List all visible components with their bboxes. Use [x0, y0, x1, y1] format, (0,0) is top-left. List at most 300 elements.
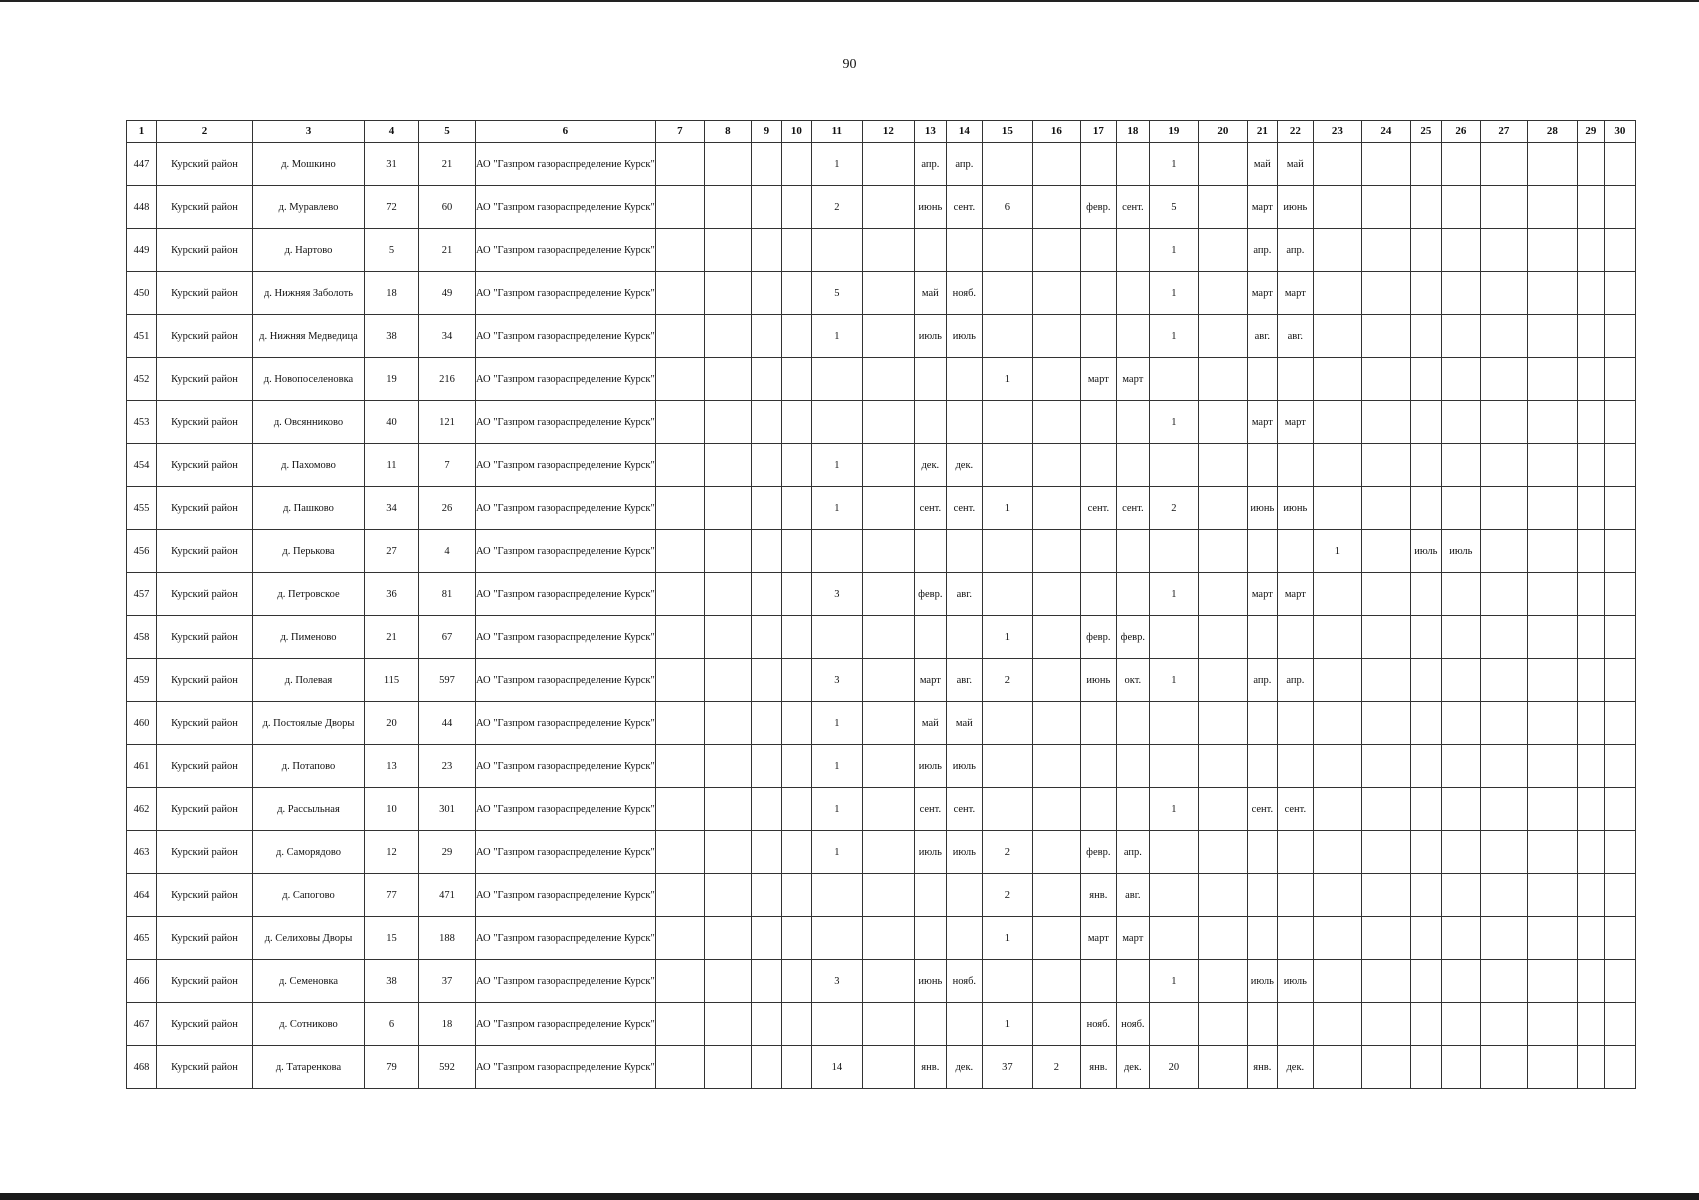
table-cell-col-8 — [704, 917, 751, 960]
table-cell-col-16 — [1032, 272, 1080, 315]
table-cell-col-13: май — [914, 272, 946, 315]
table-cell-col-30 — [1604, 659, 1635, 702]
table-cell-col-23 — [1313, 315, 1361, 358]
table-cell-col-3: д. Мошкино — [253, 143, 365, 186]
table-cell-col-15 — [982, 745, 1032, 788]
table-cell-col-25: июль — [1410, 530, 1441, 573]
table-cell-col-19 — [1149, 745, 1198, 788]
table-row — [127, 229, 1636, 272]
column-header: 6 — [476, 121, 656, 143]
table-cell-col-12 — [862, 831, 914, 874]
table-cell-col-29 — [1577, 573, 1604, 616]
table-cell-col-7 — [655, 1046, 704, 1089]
table-cell-col-11 — [811, 616, 862, 659]
table-cell-col-15 — [982, 229, 1032, 272]
table-cell-col-12 — [862, 960, 914, 1003]
table-cell-col-1: 460 — [127, 702, 157, 745]
table-cell-col-18 — [1116, 272, 1149, 315]
table-cell-col-24 — [1361, 487, 1410, 530]
table-cell-col-11: 1 — [811, 831, 862, 874]
table-cell-col-15 — [982, 702, 1032, 745]
table-cell-col-14: апр. — [946, 143, 982, 186]
table-row — [127, 874, 1636, 917]
table-cell-col-28 — [1527, 401, 1577, 444]
table-cell-col-19: 1 — [1149, 573, 1198, 616]
table-cell-col-19: 20 — [1149, 1046, 1198, 1089]
table-cell-col-6: АО "Газпром газораспределение Курск" — [476, 143, 656, 186]
table-cell-col-17 — [1080, 788, 1116, 831]
table-cell-col-2: Курский район — [157, 530, 253, 573]
table-cell-col-17: февр. — [1080, 616, 1116, 659]
table-cell-col-1: 468 — [127, 1046, 157, 1089]
table-cell-col-11: 1 — [811, 745, 862, 788]
table-cell-col-7 — [655, 659, 704, 702]
table-cell-col-24 — [1361, 702, 1410, 745]
table-cell-col-23 — [1313, 874, 1361, 917]
table-cell-col-7 — [655, 831, 704, 874]
table-cell-col-30 — [1604, 616, 1635, 659]
table-cell-col-19: 1 — [1149, 229, 1198, 272]
table-cell-col-18: март — [1116, 917, 1149, 960]
table-cell-col-21: апр. — [1247, 229, 1277, 272]
column-header: 27 — [1480, 121, 1527, 143]
table-cell-col-1: 464 — [127, 874, 157, 917]
table-cell-col-11: 3 — [811, 659, 862, 702]
table-cell-col-1: 452 — [127, 358, 157, 401]
table-cell-col-24 — [1361, 659, 1410, 702]
table-cell-col-16 — [1032, 444, 1080, 487]
table-cell-col-19: 1 — [1149, 143, 1198, 186]
table-cell-col-12 — [862, 659, 914, 702]
column-header: 1 — [127, 121, 157, 143]
table-row — [127, 1003, 1636, 1046]
table-cell-col-19 — [1149, 444, 1198, 487]
table-cell-col-21: янв. — [1247, 1046, 1277, 1089]
table-cell-col-16 — [1032, 659, 1080, 702]
table-cell-col-6: АО "Газпром газораспределение Курск" — [476, 831, 656, 874]
table-cell-col-4: 21 — [365, 616, 419, 659]
table-cell-col-6: АО "Газпром газораспределение Курск" — [476, 874, 656, 917]
table-cell-col-28 — [1527, 573, 1577, 616]
table-cell-col-5: 67 — [419, 616, 476, 659]
table-cell-col-30 — [1604, 315, 1635, 358]
table-cell-col-28 — [1527, 917, 1577, 960]
table-cell-col-16 — [1032, 702, 1080, 745]
table-cell-col-5: 21 — [419, 143, 476, 186]
table-cell-col-10 — [781, 745, 811, 788]
table-cell-col-17: июнь — [1080, 659, 1116, 702]
table-cell-col-25 — [1410, 272, 1441, 315]
table-cell-col-2: Курский район — [157, 1046, 253, 1089]
table-cell-col-9 — [751, 702, 781, 745]
column-header: 19 — [1149, 121, 1198, 143]
table-cell-col-21 — [1247, 444, 1277, 487]
table-cell-col-9 — [751, 272, 781, 315]
table-cell-col-16 — [1032, 358, 1080, 401]
table-cell-col-15: 37 — [982, 1046, 1032, 1089]
table-cell-col-22: июль — [1277, 960, 1313, 1003]
table-cell-col-17: февр. — [1080, 831, 1116, 874]
table-cell-col-12 — [862, 487, 914, 530]
data-table — [126, 120, 1636, 1089]
table-cell-col-25 — [1410, 659, 1441, 702]
table-cell-col-20 — [1198, 659, 1247, 702]
table-cell-col-22: апр. — [1277, 229, 1313, 272]
table-cell-col-13: дек. — [914, 444, 946, 487]
table-cell-col-29 — [1577, 358, 1604, 401]
table-cell-col-14: нояб. — [946, 272, 982, 315]
table-cell-col-26 — [1441, 917, 1480, 960]
table-cell-col-4: 38 — [365, 960, 419, 1003]
table-cell-col-10 — [781, 702, 811, 745]
table-cell-col-16 — [1032, 917, 1080, 960]
table-cell-col-30 — [1604, 487, 1635, 530]
table-cell-col-21: март — [1247, 272, 1277, 315]
table-cell-col-6: АО "Газпром газораспределение Курск" — [476, 659, 656, 702]
table-cell-col-9 — [751, 315, 781, 358]
table-cell-col-12 — [862, 401, 914, 444]
table-cell-col-7 — [655, 1003, 704, 1046]
table-cell-col-19: 1 — [1149, 788, 1198, 831]
table-cell-col-24 — [1361, 616, 1410, 659]
table-cell-col-15 — [982, 272, 1032, 315]
table-cell-col-18: нояб. — [1116, 1003, 1149, 1046]
table-cell-col-20 — [1198, 745, 1247, 788]
table-cell-col-26 — [1441, 229, 1480, 272]
table-cell-col-17 — [1080, 745, 1116, 788]
table-cell-col-18 — [1116, 530, 1149, 573]
table-cell-col-1: 463 — [127, 831, 157, 874]
table-cell-col-27 — [1480, 487, 1527, 530]
table-cell-col-7 — [655, 874, 704, 917]
table-cell-col-24 — [1361, 788, 1410, 831]
table-row — [127, 788, 1636, 831]
column-header: 14 — [946, 121, 982, 143]
table-cell-col-10 — [781, 143, 811, 186]
table-cell-col-27 — [1480, 401, 1527, 444]
table-cell-col-2: Курский район — [157, 702, 253, 745]
table-cell-col-16 — [1032, 788, 1080, 831]
table-cell-col-17 — [1080, 229, 1116, 272]
table-row — [127, 315, 1636, 358]
table-cell-col-19: 5 — [1149, 186, 1198, 229]
table-cell-col-7 — [655, 229, 704, 272]
table-cell-col-23 — [1313, 1046, 1361, 1089]
table-cell-col-8 — [704, 659, 751, 702]
table-cell-col-18: окт. — [1116, 659, 1149, 702]
table-cell-col-23 — [1313, 702, 1361, 745]
table-cell-col-26 — [1441, 1003, 1480, 1046]
table-cell-col-2: Курский район — [157, 616, 253, 659]
table-cell-col-5: 34 — [419, 315, 476, 358]
column-header: 16 — [1032, 121, 1080, 143]
table-cell-col-10 — [781, 1046, 811, 1089]
table-cell-col-23 — [1313, 401, 1361, 444]
table-cell-col-3: д. Овсянниково — [253, 401, 365, 444]
table-cell-col-13: июнь — [914, 960, 946, 1003]
table-cell-col-29 — [1577, 1046, 1604, 1089]
table-cell-col-8 — [704, 831, 751, 874]
table-cell-col-22: март — [1277, 573, 1313, 616]
table-cell-col-8 — [704, 1046, 751, 1089]
table-cell-col-30 — [1604, 702, 1635, 745]
table-cell-col-18 — [1116, 960, 1149, 1003]
table-cell-col-18 — [1116, 401, 1149, 444]
table-cell-col-10 — [781, 616, 811, 659]
table-cell-col-29 — [1577, 874, 1604, 917]
table-cell-col-22 — [1277, 358, 1313, 401]
table-cell-col-26 — [1441, 186, 1480, 229]
table-cell-col-9 — [751, 874, 781, 917]
table-cell-col-9 — [751, 573, 781, 616]
table-cell-col-2: Курский район — [157, 659, 253, 702]
table-cell-col-10 — [781, 272, 811, 315]
table-cell-col-18 — [1116, 444, 1149, 487]
table-cell-col-4: 72 — [365, 186, 419, 229]
table-cell-col-10 — [781, 659, 811, 702]
table-cell-col-6: АО "Газпром газораспределение Курск" — [476, 315, 656, 358]
table-cell-col-8 — [704, 745, 751, 788]
table-cell-col-27 — [1480, 1003, 1527, 1046]
table-cell-col-24 — [1361, 401, 1410, 444]
table-cell-col-22 — [1277, 616, 1313, 659]
table-cell-col-28 — [1527, 1046, 1577, 1089]
table-cell-col-25 — [1410, 1003, 1441, 1046]
table-cell-col-27 — [1480, 229, 1527, 272]
table-cell-col-26 — [1441, 573, 1480, 616]
table-cell-col-9 — [751, 616, 781, 659]
table-cell-col-3: д. Сотниково — [253, 1003, 365, 1046]
table-cell-col-13: июль — [914, 315, 946, 358]
table-cell-col-8 — [704, 401, 751, 444]
table-cell-col-8 — [704, 487, 751, 530]
table-cell-col-23: 1 — [1313, 530, 1361, 573]
table-cell-col-2: Курский район — [157, 917, 253, 960]
table-row — [127, 401, 1636, 444]
table-cell-col-30 — [1604, 573, 1635, 616]
table-cell-col-23 — [1313, 272, 1361, 315]
table-cell-col-18 — [1116, 702, 1149, 745]
table-row — [127, 960, 1636, 1003]
table-cell-col-4: 20 — [365, 702, 419, 745]
table-cell-col-8 — [704, 272, 751, 315]
table-cell-col-11: 2 — [811, 186, 862, 229]
table-cell-col-27 — [1480, 616, 1527, 659]
table-cell-col-4: 6 — [365, 1003, 419, 1046]
table-cell-col-3: д. Сапогово — [253, 874, 365, 917]
table-cell-col-14 — [946, 874, 982, 917]
table-cell-col-15 — [982, 960, 1032, 1003]
table-cell-col-19 — [1149, 702, 1198, 745]
table-cell-col-15: 1 — [982, 917, 1032, 960]
table-cell-col-24 — [1361, 444, 1410, 487]
column-header: 12 — [862, 121, 914, 143]
table-cell-col-22: апр. — [1277, 659, 1313, 702]
table-cell-col-28 — [1527, 960, 1577, 1003]
table-cell-col-1: 455 — [127, 487, 157, 530]
table-cell-col-5: 471 — [419, 874, 476, 917]
table-cell-col-15 — [982, 573, 1032, 616]
table-cell-col-26 — [1441, 702, 1480, 745]
table-cell-col-17 — [1080, 530, 1116, 573]
table-cell-col-19 — [1149, 530, 1198, 573]
table-cell-col-17: янв. — [1080, 874, 1116, 917]
table-cell-col-29 — [1577, 1003, 1604, 1046]
table-cell-col-30 — [1604, 1046, 1635, 1089]
table-cell-col-18 — [1116, 788, 1149, 831]
table-cell-col-23 — [1313, 358, 1361, 401]
table-cell-col-15 — [982, 530, 1032, 573]
table-cell-col-24 — [1361, 960, 1410, 1003]
table-cell-col-23 — [1313, 186, 1361, 229]
table-cell-col-10 — [781, 358, 811, 401]
table-cell-col-3: д. Полевая — [253, 659, 365, 702]
table-cell-col-25 — [1410, 401, 1441, 444]
table-cell-col-1: 458 — [127, 616, 157, 659]
table-cell-col-14: сент. — [946, 186, 982, 229]
table-cell-col-28 — [1527, 831, 1577, 874]
table-cell-col-6: АО "Газпром газораспределение Курск" — [476, 960, 656, 1003]
table-cell-col-23 — [1313, 143, 1361, 186]
table-cell-col-29 — [1577, 659, 1604, 702]
column-header: 10 — [781, 121, 811, 143]
table-cell-col-6: АО "Газпром газораспределение Курск" — [476, 444, 656, 487]
bottom-border-rule — [0, 1193, 1699, 1200]
table-cell-col-9 — [751, 831, 781, 874]
table-cell-col-15: 1 — [982, 358, 1032, 401]
table-cell-col-5: 26 — [419, 487, 476, 530]
table-cell-col-20 — [1198, 616, 1247, 659]
table-cell-col-8 — [704, 702, 751, 745]
table-cell-col-15: 1 — [982, 616, 1032, 659]
table-cell-col-6: АО "Газпром газораспределение Курск" — [476, 530, 656, 573]
table-cell-col-13: май — [914, 702, 946, 745]
table-cell-col-11: 14 — [811, 1046, 862, 1089]
table-row — [127, 831, 1636, 874]
table-cell-col-3: д. Семеновка — [253, 960, 365, 1003]
table-cell-col-21 — [1247, 745, 1277, 788]
table-cell-col-23 — [1313, 1003, 1361, 1046]
table-cell-col-10 — [781, 229, 811, 272]
table-cell-col-14 — [946, 229, 982, 272]
table-cell-col-18: март — [1116, 358, 1149, 401]
column-header: 15 — [982, 121, 1032, 143]
table-cell-col-29 — [1577, 143, 1604, 186]
table-cell-col-17 — [1080, 143, 1116, 186]
table-cell-col-25 — [1410, 616, 1441, 659]
column-header: 3 — [253, 121, 365, 143]
table-cell-col-6: АО "Газпром газораспределение Курск" — [476, 401, 656, 444]
table-cell-col-19 — [1149, 358, 1198, 401]
table-cell-col-10 — [781, 487, 811, 530]
table-cell-col-11 — [811, 229, 862, 272]
table-cell-col-9 — [751, 917, 781, 960]
table-cell-col-14 — [946, 530, 982, 573]
table-cell-col-27 — [1480, 659, 1527, 702]
table-cell-col-5: 29 — [419, 831, 476, 874]
column-header: 7 — [655, 121, 704, 143]
table-cell-col-13: сент. — [914, 487, 946, 530]
table-cell-col-1: 467 — [127, 1003, 157, 1046]
table-cell-col-29 — [1577, 831, 1604, 874]
table-cell-col-26 — [1441, 401, 1480, 444]
table-cell-col-3: д. Петровское — [253, 573, 365, 616]
table-cell-col-5: 121 — [419, 401, 476, 444]
table-cell-col-12 — [862, 702, 914, 745]
table-cell-col-1: 451 — [127, 315, 157, 358]
table-cell-col-20 — [1198, 917, 1247, 960]
table-cell-col-29 — [1577, 444, 1604, 487]
table-cell-col-5: 81 — [419, 573, 476, 616]
table-cell-col-24 — [1361, 186, 1410, 229]
table-cell-col-10 — [781, 874, 811, 917]
table-cell-col-7 — [655, 401, 704, 444]
table-cell-col-6: АО "Газпром газораспределение Курск" — [476, 573, 656, 616]
column-header: 9 — [751, 121, 781, 143]
table-cell-col-19: 2 — [1149, 487, 1198, 530]
table-cell-col-8 — [704, 143, 751, 186]
table-cell-col-12 — [862, 229, 914, 272]
table-cell-col-5: 597 — [419, 659, 476, 702]
table-cell-col-21: авг. — [1247, 315, 1277, 358]
table-cell-col-30 — [1604, 745, 1635, 788]
table-cell-col-6: АО "Газпром газораспределение Курск" — [476, 788, 656, 831]
table-cell-col-12 — [862, 186, 914, 229]
table-cell-col-18: авг. — [1116, 874, 1149, 917]
table-cell-col-20 — [1198, 229, 1247, 272]
table-cell-col-7 — [655, 745, 704, 788]
table-cell-col-25 — [1410, 960, 1441, 1003]
table-cell-col-5: 60 — [419, 186, 476, 229]
table-cell-col-29 — [1577, 186, 1604, 229]
table-cell-col-8 — [704, 315, 751, 358]
table-cell-col-16 — [1032, 401, 1080, 444]
table-cell-col-13: февр. — [914, 573, 946, 616]
table-cell-col-3: д. Саморядово — [253, 831, 365, 874]
table-cell-col-9 — [751, 1046, 781, 1089]
table-row — [127, 530, 1636, 573]
table-cell-col-19 — [1149, 1003, 1198, 1046]
table-cell-col-18 — [1116, 315, 1149, 358]
table-cell-col-11 — [811, 530, 862, 573]
table-cell-col-21: сент. — [1247, 788, 1277, 831]
table-cell-col-6: АО "Газпром газораспределение Курск" — [476, 616, 656, 659]
table-cell-col-22 — [1277, 444, 1313, 487]
table-cell-col-30 — [1604, 358, 1635, 401]
table-cell-col-17: март — [1080, 917, 1116, 960]
table-cell-col-5: 188 — [419, 917, 476, 960]
table-cell-col-9 — [751, 659, 781, 702]
table-cell-col-14: дек. — [946, 444, 982, 487]
table-cell-col-2: Курский район — [157, 573, 253, 616]
table-cell-col-14 — [946, 917, 982, 960]
table-cell-col-14: сент. — [946, 487, 982, 530]
table-cell-col-16 — [1032, 487, 1080, 530]
table-cell-col-11: 1 — [811, 702, 862, 745]
table-cell-col-24 — [1361, 358, 1410, 401]
table-row — [127, 702, 1636, 745]
table-cell-col-8 — [704, 530, 751, 573]
table-cell-col-6: АО "Газпром газораспределение Курск" — [476, 702, 656, 745]
table-cell-col-1: 447 — [127, 143, 157, 186]
table-cell-col-16 — [1032, 573, 1080, 616]
table-cell-col-1: 449 — [127, 229, 157, 272]
table-cell-col-14: июль — [946, 745, 982, 788]
table-cell-col-23 — [1313, 917, 1361, 960]
column-header: 18 — [1116, 121, 1149, 143]
table-cell-col-11 — [811, 1003, 862, 1046]
table-cell-col-16 — [1032, 874, 1080, 917]
